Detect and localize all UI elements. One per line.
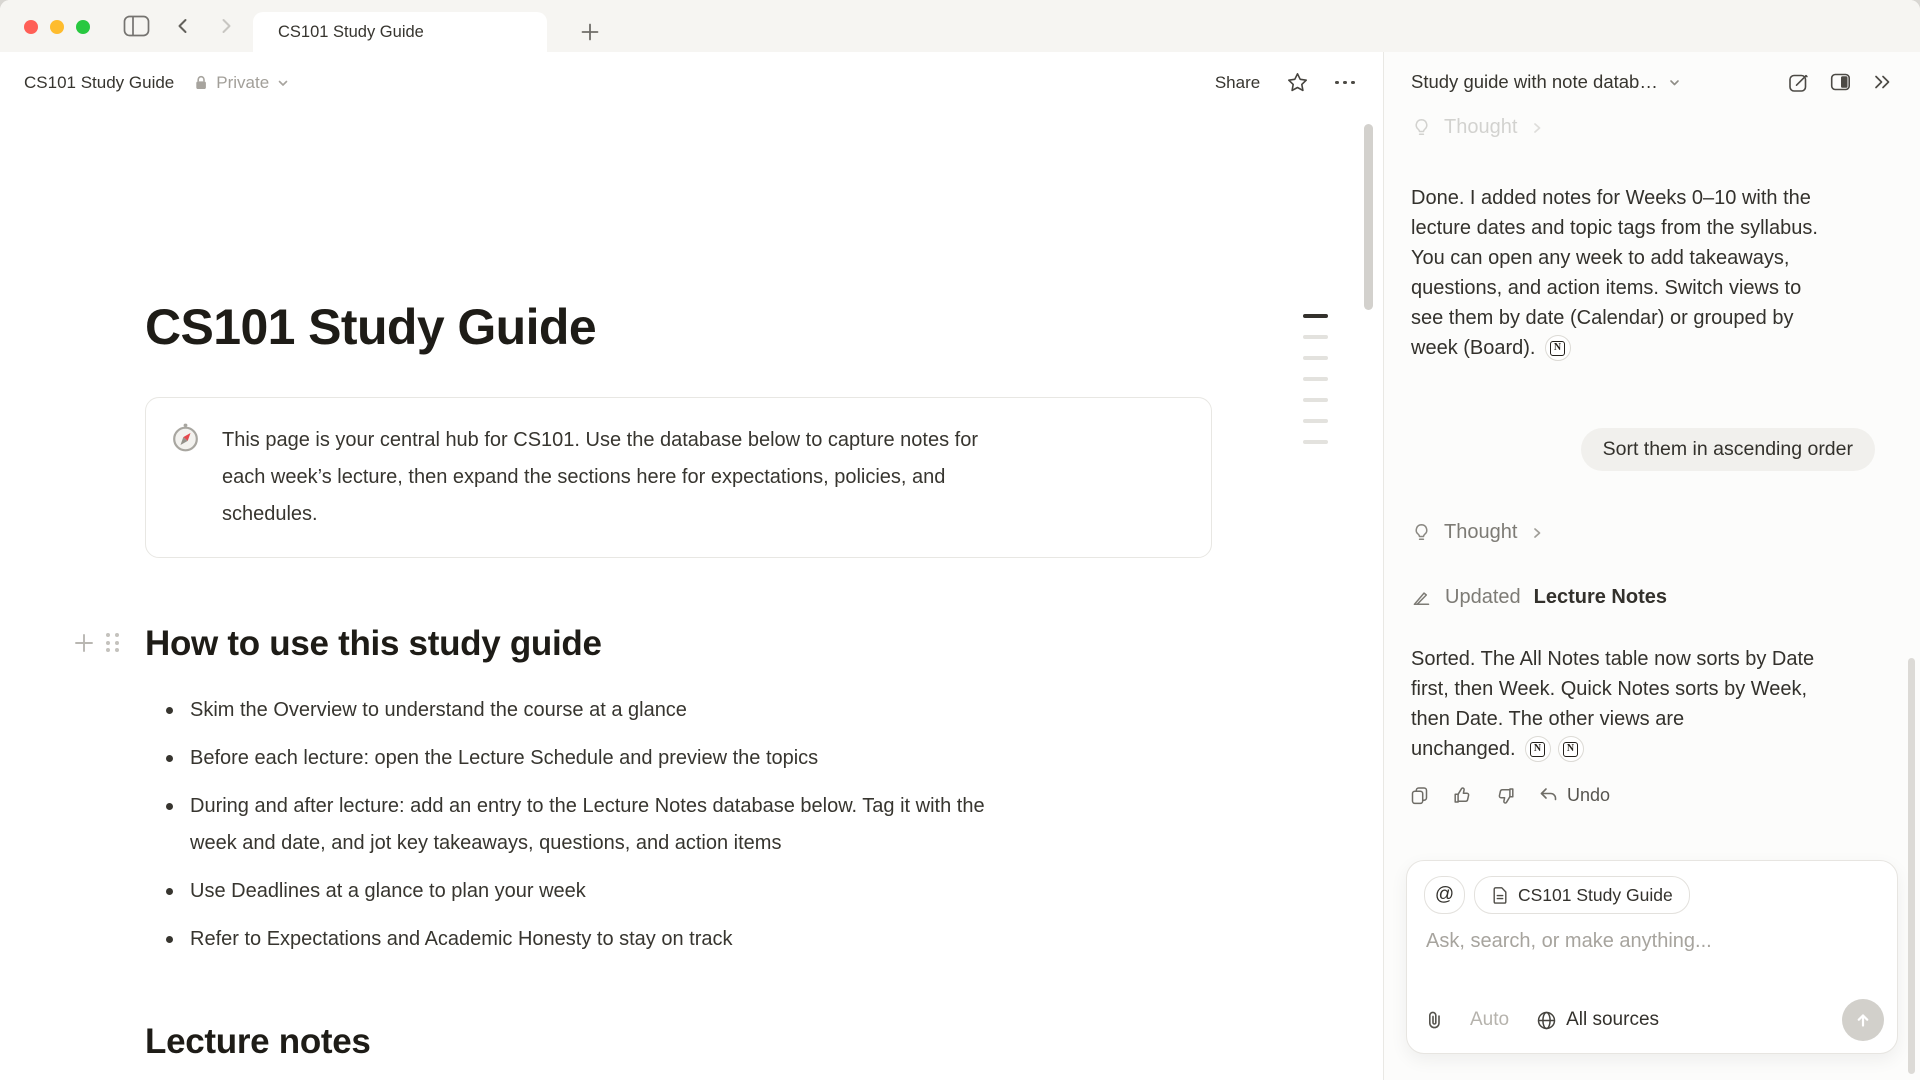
ai-sidebar-header xyxy=(1384,52,1920,112)
list-item[interactable]: Skim the Overview to understand the course at a glance xyxy=(145,692,1235,729)
lightbulb-icon xyxy=(1411,117,1432,138)
zoom-window-button[interactable] xyxy=(76,20,90,34)
copy-icon[interactable] xyxy=(1409,785,1430,806)
list-item[interactable]: Use Deadlines at a glance to plan your week xyxy=(145,873,1235,910)
notion-page-link-icon[interactable]: N xyxy=(1558,736,1584,762)
toc-item[interactable] xyxy=(1303,440,1328,444)
model-auto-button[interactable]: Auto xyxy=(1470,1009,1510,1030)
new-chat-icon[interactable] xyxy=(1787,71,1810,94)
privacy-label: Private xyxy=(216,72,270,92)
ai-prompt-input[interactable] xyxy=(1424,929,1868,954)
chevron-down-icon[interactable] xyxy=(1667,75,1682,90)
add-block-icon[interactable] xyxy=(72,631,96,655)
collapse-sidebar-icon[interactable] xyxy=(1871,71,1894,93)
close-window-button[interactable] xyxy=(24,20,38,34)
toc-item[interactable] xyxy=(1303,419,1328,423)
share-button[interactable]: Share xyxy=(1214,72,1261,92)
tab-cs101-study-guide[interactable] xyxy=(253,12,547,52)
breadcrumb[interactable]: CS101 Study Guide xyxy=(24,72,175,92)
back-icon[interactable] xyxy=(173,16,193,36)
chevron-right-icon xyxy=(1529,120,1545,136)
toggle-panel-icon[interactable] xyxy=(1829,72,1852,92)
thumbs-down-icon[interactable] xyxy=(1495,785,1516,806)
toc-item[interactable] xyxy=(1303,314,1328,318)
tab-bar xyxy=(0,0,1920,52)
favorite-star-icon[interactable] xyxy=(1286,71,1309,94)
page-toolbar xyxy=(0,52,1383,113)
send-button[interactable] xyxy=(1842,999,1884,1041)
lock-icon xyxy=(193,74,209,91)
toggle-sidebar-icon[interactable] xyxy=(123,15,150,37)
thought-row-faded[interactable]: Thought xyxy=(1411,116,1545,139)
outline-rail xyxy=(1303,314,1328,444)
section-heading-usage[interactable]: How to use this study guide xyxy=(145,624,602,663)
thought-row[interactable]: Thought xyxy=(1411,521,1545,544)
bullet-dot xyxy=(166,888,173,895)
ai-thread-title[interactable]: Study guide with note datab… xyxy=(1411,71,1658,92)
thumbs-up-icon[interactable] xyxy=(1452,785,1473,806)
sidebar-scrollbar[interactable] xyxy=(1908,658,1915,1074)
arrow-up-icon xyxy=(1853,1010,1873,1030)
more-options-icon[interactable] xyxy=(1335,81,1355,85)
minimize-window-button[interactable] xyxy=(50,20,64,34)
drag-handle-icon[interactable] xyxy=(106,633,119,652)
assistant-message: Done. I added notes for Weeks 0–10 with the lecture dates and topic tags from the syllabus. You can open any week to add takeaways, questions, and action items. Switch views to see them by date (Calendar) or grouped by week (Board). N xyxy=(1411,187,1818,359)
toc-item[interactable] xyxy=(1303,356,1328,360)
message-actions xyxy=(1409,785,1610,806)
bullet-dot xyxy=(166,755,173,762)
mention-chip[interactable]: @ xyxy=(1424,876,1465,914)
chevron-down-icon xyxy=(276,76,290,90)
bulleted-list xyxy=(145,692,1235,958)
bullet-dot xyxy=(166,707,173,714)
chevron-right-icon xyxy=(1529,525,1545,541)
user-message-bubble: Sort them in ascending order xyxy=(1581,428,1875,471)
tab-title: CS101 Study Guide xyxy=(278,22,424,41)
section-heading-lecture-notes[interactable]: Lecture notes xyxy=(145,1021,371,1061)
privacy-dropdown[interactable] xyxy=(193,73,290,93)
ai-sidebar xyxy=(1383,52,1920,1080)
page-title[interactable]: CS101 Study Guide xyxy=(145,299,597,355)
updated-row[interactable] xyxy=(1411,586,1667,609)
list-item[interactable]: During and after lecture: add an entry to the Lecture Notes database below. Tag it with the week and date, and jot key takeaways, questions, and action items xyxy=(145,788,1235,862)
toc-item[interactable] xyxy=(1303,377,1328,381)
undo-arrow-icon xyxy=(1538,785,1559,806)
list-item[interactable]: Refer to Expectations and Academic Honesty to stay on track xyxy=(145,921,1235,958)
globe-icon xyxy=(1536,1010,1557,1031)
assistant-message: Sorted. The All Notes table now sorts by Date first, then Week. Quick Notes sorts by Week, then Date. The other views are unchanged. N N xyxy=(1411,648,1815,760)
updated-target[interactable]: Lecture Notes xyxy=(1533,586,1667,608)
updated-label: Updated xyxy=(1445,586,1521,608)
document-icon xyxy=(1491,886,1509,905)
edit-pencil-icon xyxy=(1411,587,1432,608)
notion-page-link-icon[interactable]: N xyxy=(1545,335,1571,361)
new-tab-button[interactable] xyxy=(572,14,608,50)
list-item[interactable]: Before each lecture: open the Lecture Schedule and preview the topics xyxy=(145,740,1235,777)
undo-button[interactable]: Undo xyxy=(1538,785,1610,806)
toc-item[interactable] xyxy=(1303,398,1328,402)
page-content xyxy=(0,113,1383,1080)
toc-item[interactable] xyxy=(1303,335,1328,339)
main-scrollbar[interactable] xyxy=(1364,124,1373,310)
compass-icon xyxy=(170,422,201,533)
attach-icon[interactable] xyxy=(1424,1009,1446,1032)
bullet-dot xyxy=(166,803,173,810)
callout-text: This page is your central hub for CS101. Use the database below to capture notes for each week’s lecture, then expand the sections here for expectations, policies, and schedules. xyxy=(222,429,978,525)
notion-page-link-icon[interactable]: N xyxy=(1525,736,1551,762)
all-sources-button[interactable]: All sources xyxy=(1536,1009,1659,1031)
ai-composer xyxy=(1406,860,1898,1054)
context-page-chip[interactable]: CS101 Study Guide xyxy=(1474,876,1690,914)
callout-block[interactable] xyxy=(145,397,1212,558)
window-controls xyxy=(24,20,90,34)
lightbulb-icon xyxy=(1411,522,1432,543)
bullet-dot xyxy=(166,936,173,943)
forward-icon[interactable] xyxy=(216,16,236,36)
